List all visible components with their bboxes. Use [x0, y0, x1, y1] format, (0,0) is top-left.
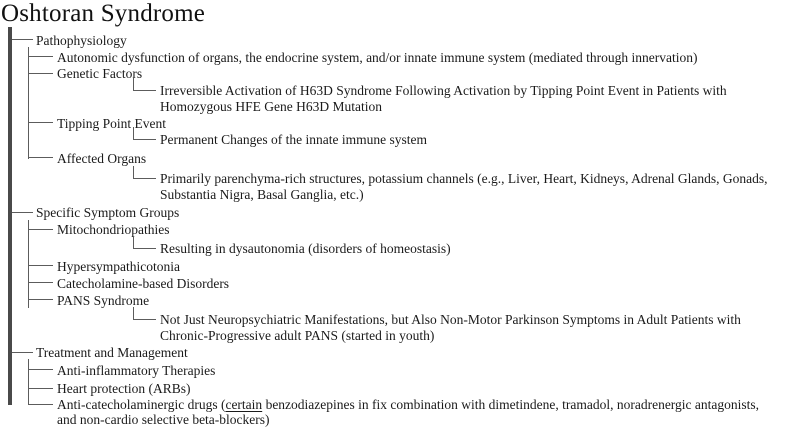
tree-trunk-specific-symptom-groups — [28, 220, 29, 308]
page-title: Oshtoran Syndrome — [1, 0, 206, 27]
tree-node-tipping-point-event: Tipping Point Event — [57, 115, 167, 131]
anti-catecholaminergic-suffix: benzodiazepines in fix combination with dimetindene, tramadol, noradrenergic antagonists, — [262, 397, 760, 412]
tree-node-pans-manifestations-line2: Chronic-Progressive adult PANS (started in youth) — [160, 328, 435, 343]
tree-node-hypersympathicotonia: Hypersympathicotonia — [57, 258, 180, 274]
tree-node-heart-protection: Heart protection (ARBs) — [57, 381, 191, 396]
tree-node-anti-inflammatory-therapies: Anti-inflammatory Therapies — [57, 362, 216, 378]
tree-node-parenchyma-structures-line1: Primarily parenchyma-rich structures, potassium channels (e.g., Liver, Heart, Kidneys, Adrenal Glands, Gonads, — [160, 170, 768, 186]
tree-node-mitochondriopathies: Mitochondriopathies — [57, 222, 170, 237]
tree-node-pans-syndrome: PANS Syndrome — [57, 292, 150, 308]
anti-catecholaminergic-underlined-word: certain — [225, 397, 263, 412]
tree-node-specific-symptom-groups: Specific Symptom Groups — [36, 205, 180, 220]
tree-node-pans-manifestations-line1: Not Just Neuropsychiatric Manifestations, but Also Non-Motor Parkinson Symptoms in Adult Patients with — [160, 311, 741, 327]
tree-node-affected-organs: Affected Organs — [57, 150, 147, 166]
tree-trunk-treatment-and-management — [28, 359, 29, 405]
tree-node-genetic-factors: Genetic Factors — [57, 66, 143, 81]
tree-node-autonomic-dysfunction: Autonomic dysfunction of organs, the endocrine system, and/or innate immune system (mediated through innervation) — [57, 49, 698, 65]
tree-node-permanent-changes: Permanent Changes of the innate immune system — [160, 132, 427, 147]
tree-node-catecholamine-based-disorders: Catecholamine-based Disorders — [57, 275, 230, 291]
tree-node-irreversible-activation-line1: Irreversible Activation of H63D Syndrome Following Activation by Tipping Point Event in Patients with — [160, 82, 727, 98]
tree-node-anti-catecholaminergic-drugs-line2: and non-cardio selective beta-blockers) — [57, 412, 270, 427]
tree-node-parenchyma-structures-line2: Substantia Nigra, Basal Ganglia, etc.) — [160, 187, 364, 202]
tree-node-pathophysiology: Pathophysiology — [36, 32, 127, 48]
tree-node-treatment-and-management: Treatment and Management — [36, 345, 188, 360]
tree-root-trunk — [8, 27, 12, 405]
tree-node-resulting-dysautonomia: Resulting in dysautonomia (disorders of homeostasis) — [160, 240, 451, 256]
anti-catecholaminergic-prefix: Anti-catecholaminergic drugs ( — [57, 397, 226, 412]
tree-trunk-pathophysiology — [28, 47, 29, 159]
tree-node-irreversible-activation-line2: Homozygous HFE Gene H63D Mutation — [160, 99, 382, 114]
